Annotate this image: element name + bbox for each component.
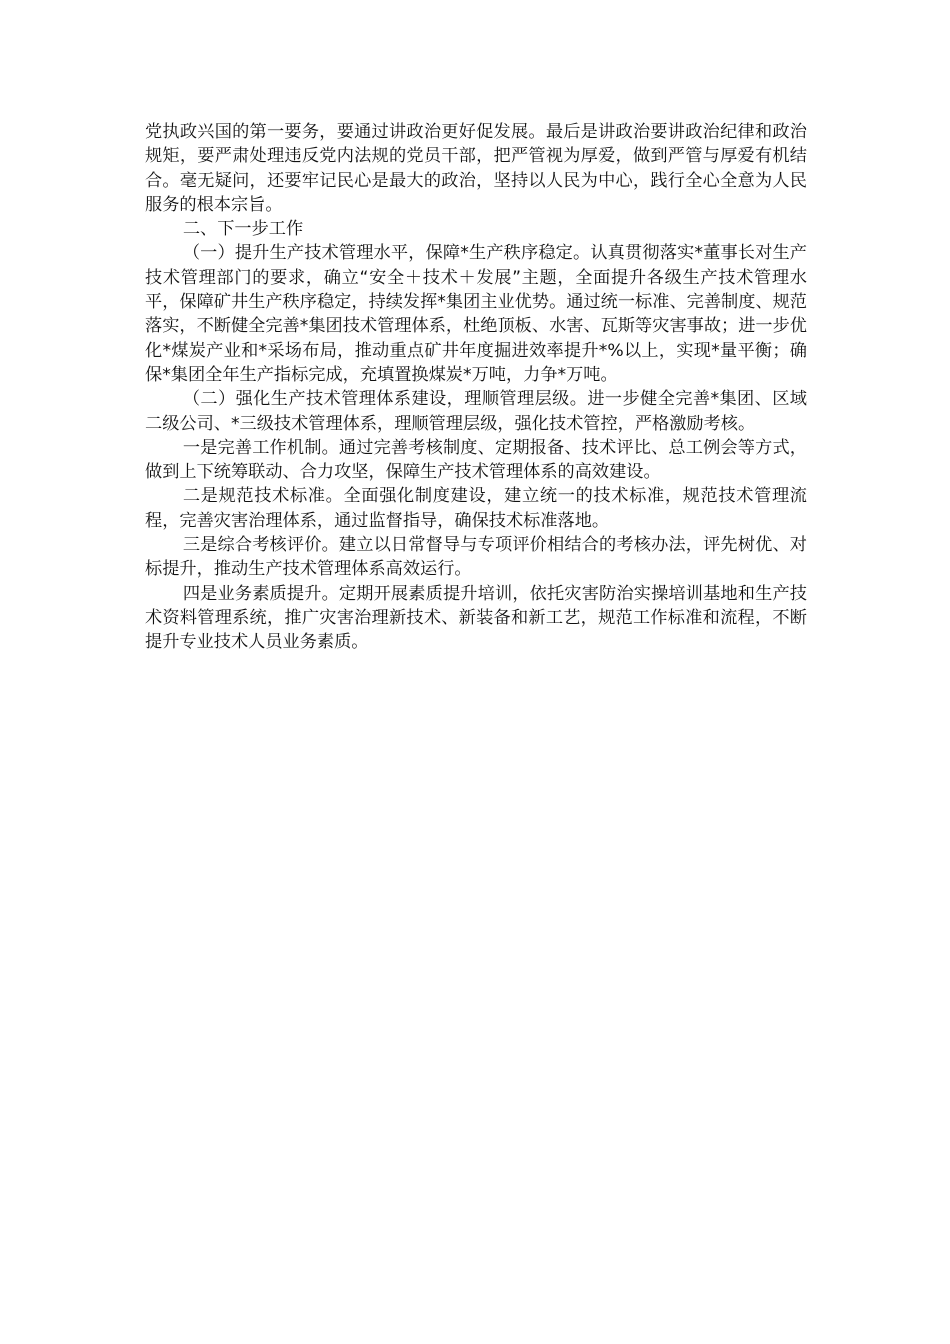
document-body: [145, 120, 807, 655]
paragraph-continued: 党执政兴国的第一要务，要通过讲政治更好促发展。最后是讲政治要讲政治纪律和政治规矩，要严肃处理违反党内法规的党员干部，把严管视为厚爱，做到严管与厚爱有机结合。毫无疑问，还要牢记民心是最大的政治，坚持以人民为中心，践行全心全意为人民服务的根本宗旨。: [145, 122, 807, 215]
paragraph-point-2: 二是规范技术标准。全面强化制度建设，建立统一的技术标准，规范技术管理流程，完善灾害治理体系，通过监督指导，确保技术标准落地。: [145, 486, 807, 531]
paragraph-item-1: （一）提升生产技术管理水平，保障*生产秩序稳定。认真贯彻落实*董事长对生产技术管理部门的要求，确立“安全＋技术＋发展”主题，全面提升各级生产技术管理水平，保障矿井生产秩序稳定，持续发挥*集团主业优势。通过统一标准、完善制度、规范落实，不断健全完善*集团技术管理体系，杜绝顶板、水害、瓦斯等灾害事故；进一步优化*煤炭产业和*采场布局，推动重点矿井年度掘进效率提升*%以上，实现*量平衡；确保*集团全年生产指标完成，充填置换煤炭*万吨，力争*万吨。: [145, 243, 807, 385]
paragraph-point-1: 一是完善工作机制。通过完善考核制度、定期报备、技术评比、总工例会等方式，做到上下统筹联动、合力攻坚，保障生产技术管理体系的高效建设。: [145, 437, 807, 483]
paragraph-item-2: （二）强化生产技术管理体系建设，理顺管理层级。进一步健全完善*集团、区域二级公司、*三级技术管理体系，理顺管理层级，强化技术管控，严格激励考核。: [145, 389, 807, 434]
paragraph-point-3: 三是综合考核评价。建立以日常督导与专项评价相结合的考核办法，评先树优、对标提升，推动生产技术管理体系高效运行。: [145, 535, 807, 580]
paragraph-point-4: 四是业务素质提升。定期开展素质提升培训，依托灾害防治实操培训基地和生产技术资料管理系统，推广灾害治理新技术、新装备和新工艺，规范工作标准和流程，不断提升专业技术人员业务素质。: [145, 583, 807, 653]
section-heading: 二、下一步工作: [182, 219, 304, 240]
